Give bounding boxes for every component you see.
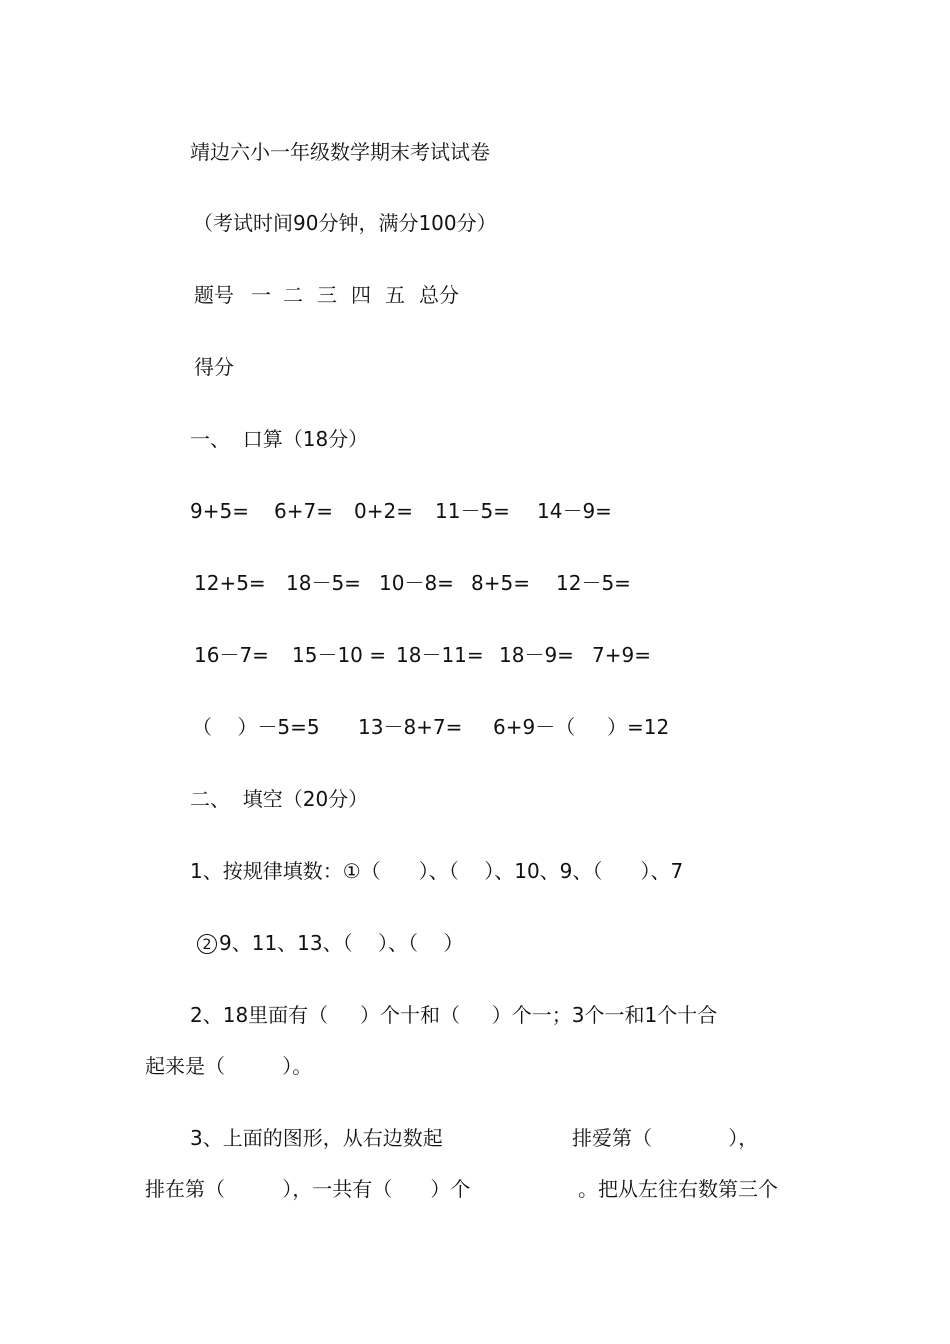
arithmetic-item: 11－5= (435, 499, 510, 523)
arithmetic-row (190, 499, 650, 523)
question-1-sequence-2: 9、11、13、（ ）、（ ） (219, 931, 464, 955)
arithmetic-item: 9+5= (190, 499, 249, 523)
arithmetic-item: 6+7= (274, 499, 333, 523)
question-3-line-1a: 3、上面的图形，从右边数起 (190, 1126, 443, 1150)
arithmetic-item: 6+9－（ ）=12 (493, 715, 670, 739)
question-1-line-2 (197, 931, 463, 955)
score-table-header-row (194, 283, 514, 307)
arithmetic-item: 16－7= (194, 643, 269, 667)
arithmetic-row (194, 643, 654, 667)
section1-heading: 一、 口算（18分） (190, 427, 369, 451)
section2-heading: 二、 填空（20分） (190, 787, 369, 811)
question-3-line-1b: 排爱第（ ）， (572, 1126, 759, 1150)
arithmetic-item: 18－9= (499, 643, 574, 667)
arithmetic-item: 0+2= (354, 499, 413, 523)
arithmetic-item: 18－5= (286, 571, 361, 595)
arithmetic-item: 18－11= (396, 643, 484, 667)
arithmetic-row (194, 571, 654, 595)
arithmetic-item: （ ）－5=5 (192, 715, 320, 739)
question-3-line-2a: 排在第（ ），一共有（ ）个 (145, 1177, 471, 1201)
arithmetic-item: 7+9= (592, 643, 651, 667)
arithmetic-item: 13－8+7= (358, 715, 463, 739)
score-header-cell: 一 (251, 283, 271, 307)
question-3-line-2b: 。把从左往右数第三个 (578, 1177, 778, 1201)
arithmetic-row (192, 715, 672, 739)
circled-number-2: 2 (197, 934, 217, 954)
question-2-line-1: 2、18里面有（ ）个十和（ ）个一；3个一和1个十合 (190, 1003, 718, 1027)
arithmetic-item: 12－5= (556, 571, 631, 595)
arithmetic-item: 8+5= (471, 571, 530, 595)
score-header-cell: 总分 (419, 283, 459, 307)
arithmetic-item: 15－10 = (292, 643, 387, 667)
arithmetic-item: 10－8= (379, 571, 454, 595)
exam-title: 靖边六小一年级数学期末考试试卷 (190, 140, 490, 164)
score-header-cell: 二 (283, 283, 303, 307)
score-row-label: 得分 (194, 355, 234, 379)
exam-subtitle: （考试时间90分钟，满分100分） (193, 211, 497, 235)
arithmetic-item: 14－9= (537, 499, 612, 523)
score-header-cell: 四 (351, 283, 371, 307)
question-1-line-1: 1、按规律填数：①（ ）、（ ）、10、9、（ ）、7 (190, 859, 684, 883)
score-header-cell: 五 (385, 283, 405, 307)
arithmetic-item: 12+5= (194, 571, 266, 595)
score-header-cell: 题号 (194, 283, 234, 307)
score-header-cell: 三 (317, 283, 337, 307)
question-2-line-2: 起来是（ ）。 (145, 1054, 313, 1078)
